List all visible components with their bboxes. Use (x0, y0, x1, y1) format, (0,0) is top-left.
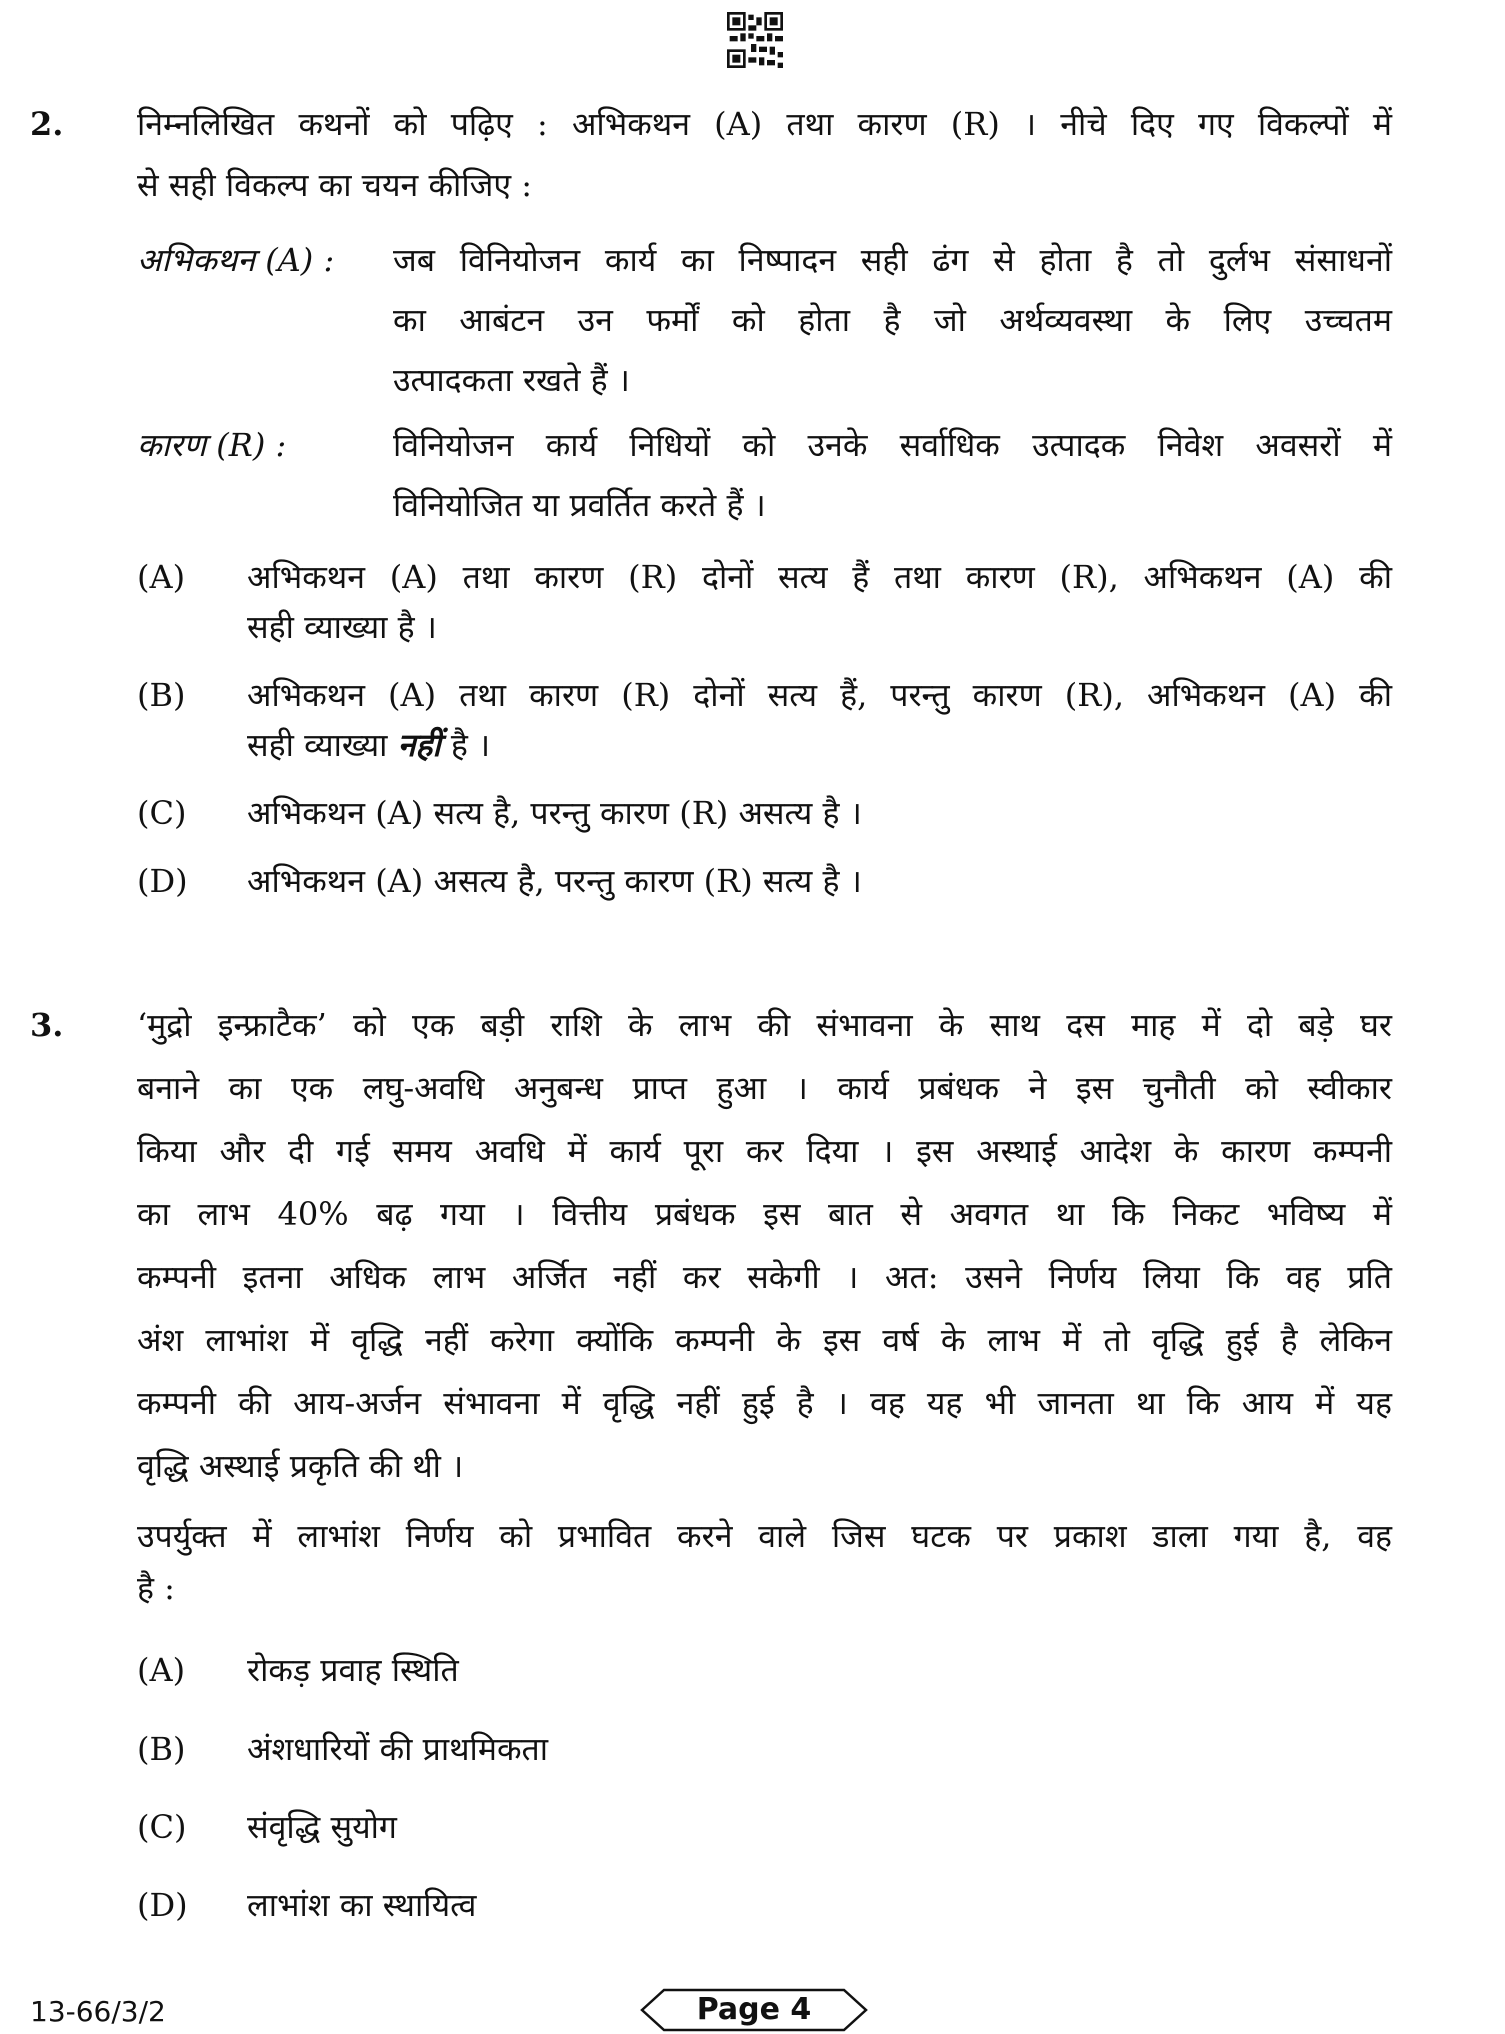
option-text-part: सही व्याख्या (247, 726, 398, 764)
option-text-line: अभिकथन (A) तथा कारण (R) दोनों सत्य हैं, परन्तु कारण (R), अभिकथन (A) की (247, 676, 1392, 714)
page-number-badge (640, 1988, 868, 2032)
paper-code: 13-66/3/2 (30, 1995, 166, 2028)
q2-intro-line: से सही विकल्प का चयन कीजिए : (137, 166, 533, 204)
qr-code-icon (727, 12, 783, 68)
assertion-text-line: उत्पादकता रखते हैं । (393, 361, 630, 399)
reason-label: कारण (R) : (137, 426, 287, 464)
question-number: 3. (30, 1006, 64, 1044)
option-text: संवृद्धि सुयोग (247, 1808, 397, 1846)
option-text-line (247, 725, 490, 765)
option-text: रोकड़ प्रवाह स्थिति (247, 1651, 459, 1689)
page-number: Page 4 (696, 1992, 812, 2027)
option-text-line: सही व्याख्या है । (247, 608, 437, 646)
option-label: (B) (137, 676, 186, 714)
option-label: (D) (137, 1886, 188, 1924)
option-label: (C) (137, 794, 187, 832)
q3-paragraph-line: कम्पनी इतना अधिक लाभ अर्जित नहीं कर सकेगी । अत: उसने निर्णय लिया कि वह प्रति (137, 1258, 1392, 1296)
option-text: लाभांश का स्थायित्व (247, 1886, 477, 1924)
option-text-line: अभिकथन (A) तथा कारण (R) दोनों सत्य हैं तथा कारण (R), अभिकथन (A) की (247, 558, 1392, 596)
option-label: (D) (137, 862, 188, 900)
q3-paragraph-line: अंश लाभांश में वृद्धि नहीं करेगा क्योंकि कम्पनी के इस वर्ष के लाभ में तो वृद्धि हुई है लेकिन (137, 1321, 1392, 1359)
option-text: अंशधारियों की प्राथमिकता (247, 1730, 549, 1768)
q3-paragraph-line: ‘मुद्रो इन्फ्राटैक’ को एक बड़ी राशि के लाभ की संभावना के साथ दस माह में दो बड़े घर (137, 1006, 1392, 1044)
reason-text-line: विनियोजन कार्य निधियों को उनके सर्वाधिक उत्पादक निवेश अवसरों में (393, 426, 1392, 464)
assertion-label: अभिकथन (A) : (137, 241, 335, 279)
assertion-text-line: का आबंटन उन फर्मों को होता है जो अर्थव्यवस्था के लिए उच्चतम (393, 301, 1392, 339)
emphasis-not: नहीं (397, 726, 441, 764)
option-text-line: अभिकथन (A) सत्य है, परन्तु कारण (R) असत्य है । (247, 794, 862, 832)
q3-question-line: उपर्युक्त में लाभांश निर्णय को प्रभावित करने वाले जिस घटक पर प्रकाश डाला गया है, वह (137, 1517, 1392, 1555)
reason-text-line: विनियोजित या प्रवर्तित करते हैं । (393, 486, 766, 524)
option-text-line: अभिकथन (A) असत्य है, परन्तु कारण (R) सत्य है । (247, 862, 862, 900)
q3-paragraph-line: किया और दी गई समय अवधि में कार्य पूरा कर दिया । इस अस्थाई आदेश के कारण कम्पनी (137, 1132, 1392, 1170)
q3-paragraph-line: का लाभ 40% बढ़ गया । वित्तीय प्रबंधक इस बात से अवगत था कि निकट भविष्य में (137, 1195, 1392, 1233)
option-text-part: है । (440, 726, 491, 764)
option-label: (A) (137, 558, 186, 596)
q3-paragraph-line: बनाने का एक लघु-अवधि अनुबन्ध प्राप्त हुआ । कार्य प्रबंधक ने इस चुनौती को स्वीकार (137, 1069, 1392, 1107)
q2-intro-line: निम्नलिखित कथनों को पढ़िए : अभिकथन (A) तथा कारण (R) । नीचे दिए गए विकल्पों में (137, 105, 1392, 143)
option-label: (B) (137, 1730, 186, 1768)
q3-question-line: है : (137, 1569, 175, 1607)
assertion-text-line: जब विनियोजन कार्य का निष्पादन सही ढंग से होता है तो दुर्लभ संसाधनों (393, 241, 1392, 279)
question-number: 2. (30, 105, 64, 143)
option-label: (A) (137, 1651, 186, 1689)
q3-paragraph-line: कम्पनी की आय-अर्जन संभावना में वृद्धि नहीं हुई है । वह यह भी जानता था कि आय में यह (137, 1384, 1392, 1422)
option-label: (C) (137, 1808, 187, 1846)
q3-paragraph-line: वृद्धि अस्थाई प्रकृति की थी । (137, 1447, 464, 1485)
